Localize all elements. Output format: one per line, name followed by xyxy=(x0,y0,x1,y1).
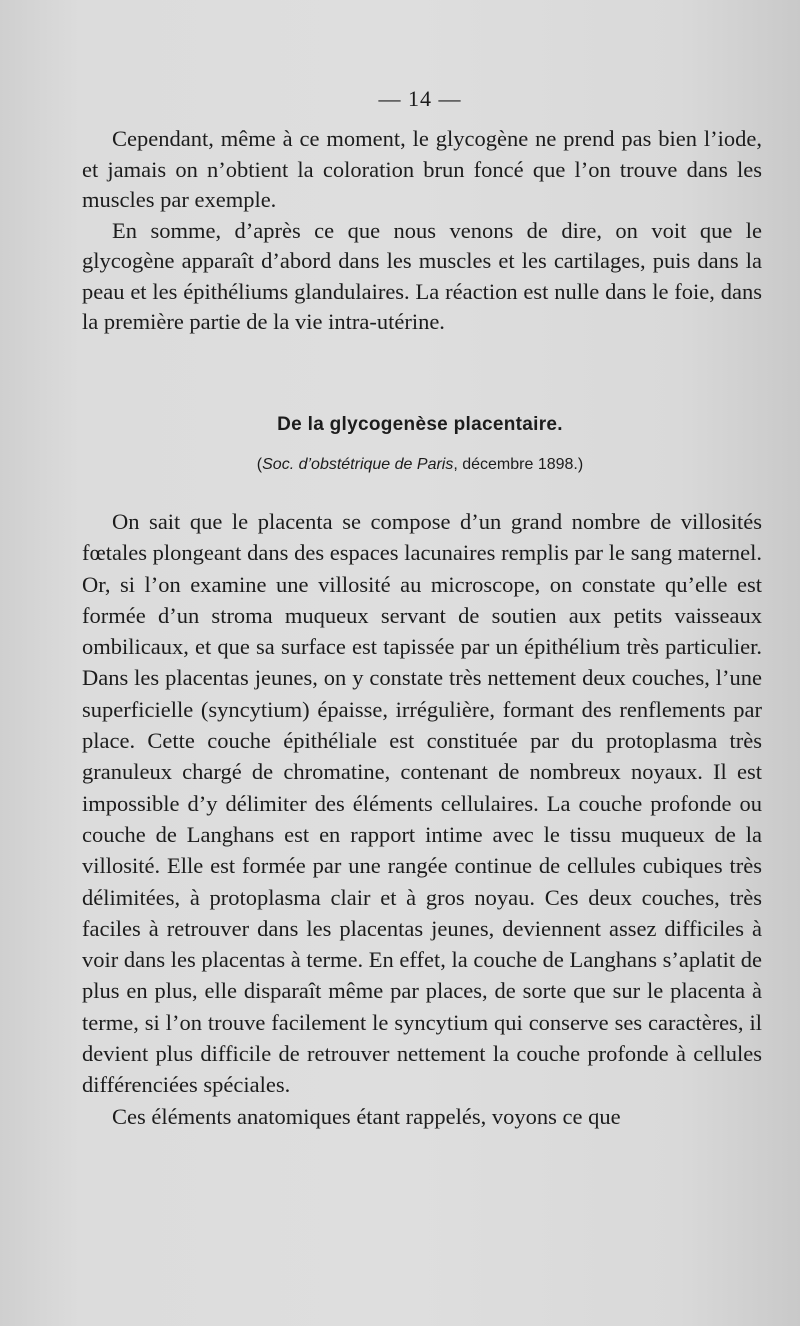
section-title: De la glycogenèse placentaire. xyxy=(277,414,563,435)
intro-text-block xyxy=(82,124,762,338)
section-text-block xyxy=(82,506,762,1132)
citation-date: , décembre 1898.) xyxy=(453,456,584,473)
paragraph: En somme, d’après ce que nous venons de dire, on voit que le glycogène apparaît d’abord dans les muscles et les cartilages, puis dans la peau et les épithéliums glandulaires. La réaction est nulle dans le foie, dans la première partie de la vie intra-utérine. xyxy=(82,217,762,334)
section-citation xyxy=(0,456,800,474)
page-number: — 14 — xyxy=(378,86,462,111)
paragraph: Ces éléments anatomiques étant rappelés, voyons ce que xyxy=(112,1103,621,1129)
paragraph: On sait que le placenta se compose d’un grand nombre de villosités fœtales plongeant dans des espaces lacunaires remplis par le sang maternel. Or, si l’on examine une villosité au microscope, on constate qu’elle est formée d’un stroma muqueux servant de soutien aux petits vaisseaux ombilicaux, et que sa surface est tapissée par un épithélium très particulier. Dans les placentas jeunes, on y constate très nettement deux couches, l’une superficielle (syncytium) épaisse, irrégulière, formant des renflements par place. Cette couche épithéliale est constituée par du protoplasma très granuleux chargé de chromatine, contenant de nombreux noyaux. Il est impossible d’y délimiter des éléments cellulaires. La couche profonde ou couche de Langhans est en rapport intime avec le tissu muqueux de la villosité. Elle est formée par une rangée continue de cellules cubiques très délimitées, à protoplasma clair et à gros noyau. Ces deux couches, très faciles à retrouver dans les placentas jeunes, deviennent assez difficiles à voir dans les placentas à terme. En effet, la couche de Langhans s’aplatit de plus en plus, elle disparaît même par places, de sorte que sur le placenta à terme, si l’on trouve facilement le syncytium qui conserve ses caractères, il devient plus difficile de retrouver nettement la couche profonde à cellules différenciées spéciales. xyxy=(82,509,762,1098)
citation-open-paren: ( xyxy=(256,456,263,473)
citation-source: Soc. d’obstétrique de Paris xyxy=(262,456,454,473)
paragraph: Cependant, même à ce moment, le glycogène ne prend pas bien l’iode, et jamais on n’obtient la coloration brun foncé que l’on trouve dans les muscles par exemple. xyxy=(82,126,762,212)
